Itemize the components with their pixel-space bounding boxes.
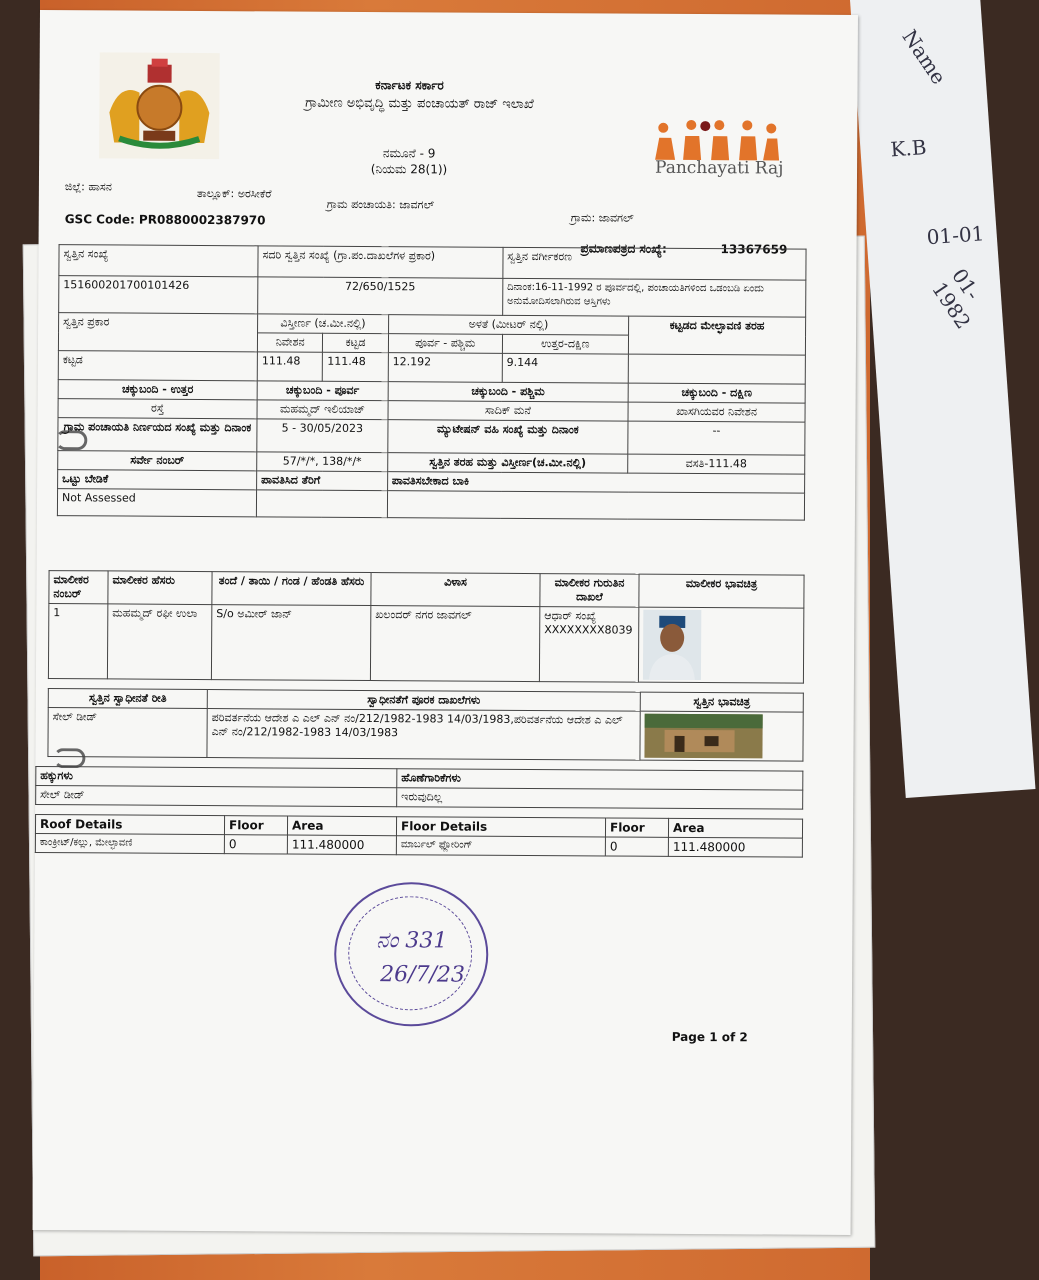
- logo-text: Panchayati Raj: [654, 157, 784, 179]
- photo-header: ಮಾಲೀಕರ ಭಾವಚಿತ್ರ: [639, 574, 804, 608]
- ownership-docs: ಪರಿವರ್ತನೆಯ ಆದೇಶ ಎ ಎಲ್ ಎನ್ ನಂ/212/1982-1983 14/03/1983,ಪರಿವರ್ತನೆಯ ಆದೇಶ ಎ ಎಲ್ ಎನ್ ನಂ/212/1982-1983 14/03/1983: [207, 709, 640, 761]
- stamp-date: 26/7/23: [380, 962, 466, 988]
- class-label: ಸ್ವತ್ತಿನ ವರ್ಗೀಕರಣ: [503, 247, 806, 280]
- taluk: ತಾಲ್ಲೂಕ್: ಅರಸೀಕೆರೆ: [196, 186, 272, 201]
- gram-panchayat: ಗ್ರಾಮ ಪಂಚಾಯತಿ: ಜಾವಗಲ್: [326, 197, 435, 212]
- dept-title: ಗ್ರಾಮೀಣ ಅಭಿವೃದ್ಧಿ ಮತ್ತು ಪಂಚಾಯತ್ ರಾಜ್ ಇಲಾಖೆ: [305, 95, 534, 113]
- village: ಗ್ರಾಮ: ಜಾವಗಲ್: [570, 211, 634, 225]
- property-details-table: [57, 244, 807, 521]
- east-value: ಮಹಮ್ಮದ್ ಇಲಿಯಾಜ್: [257, 400, 388, 420]
- property-photo: [644, 714, 762, 759]
- rights-value: ಸೇಲ್ ಡೀಡ್: [36, 785, 397, 806]
- floor-floor-header: Floor: [605, 818, 668, 837]
- demand-value: Not Assessed: [57, 489, 256, 517]
- side-note-paper: [850, 0, 1035, 798]
- ns-label: ಉತ್ತರ-ದಕ್ಷಿಣ: [502, 334, 628, 354]
- east-label: ಚಕ್ಕುಬಂದಿ - ಪೂರ್ವ: [257, 381, 388, 401]
- owner-id: ಆಧಾರ್ ಸಂಖ್ಯೆ XXXXXXXX8039: [539, 607, 638, 683]
- address-header: ವಿಳಾಸ: [371, 573, 540, 607]
- roof-value: ಕಾಂಕ್ರೀಟ್/ಕಲ್ಲು, ಮೇಲ್ಛಾವಣಿ: [35, 833, 224, 853]
- site-value: 111.48: [257, 352, 323, 381]
- dim-label: ಅಳತೆ (ಮೀಟರ್ ನಲ್ಲಿ): [388, 315, 628, 335]
- mutation-value: --: [628, 421, 805, 455]
- owner-name-header: ಮಾಲೀಕರ ಹೆಸರು: [108, 571, 212, 605]
- id-header: ಮಾಲೀಕರ ಗುರುತಿನ ದಾಖಲೆ: [540, 574, 639, 608]
- roof-type-label: ಕಟ್ಟಡದ ಮೇಲ್ಛಾವಣಿ ತರಹ: [628, 316, 805, 355]
- sadari-no: 72/650/1525: [258, 277, 503, 315]
- west-label: ಚಕ್ಕುಬಂದಿ - ಪಶ್ಚಿಮ: [388, 382, 628, 402]
- side-note-date1: 01-01: [925, 221, 986, 250]
- panchayat-seal-stamp: [334, 882, 489, 1027]
- floor-details-header: Floor Details: [396, 817, 605, 837]
- karnataka-emblem-icon: [99, 52, 220, 159]
- sadari-label: ಸದರಿ ಸ್ವತ್ತಿನ ಸಂಖ್ಯೆ (ಗ್ರಾ.ಪಂ.ದಾಖಲೆಗಳ ಪ್ರಕಾರ): [258, 246, 503, 278]
- roof-floor: 0: [224, 835, 287, 854]
- page-number: Page 1 of 2: [671, 1029, 748, 1045]
- document-sheet: [33, 10, 858, 1235]
- roof-details-header: Roof Details: [35, 814, 224, 834]
- liabilities-label: ಹೊಣೆಗಾರಿಕೆಗಳು: [397, 769, 803, 790]
- floor-area-header: Area: [668, 818, 802, 838]
- liabilities-value: ಇರುವುದಿಲ್ಲ: [397, 788, 803, 809]
- gp-resolution-label: ಗ್ರಾಮ ಪಂಚಾಯತಿ ನಿರ್ಣಯದ ಸಂಖ್ಯೆ ಮತ್ತು ದಿನಾಂಕ: [58, 418, 257, 452]
- floor-value: ಮಾರ್ಬಲ್ ಫ್ಲೋರಿಂಗ್: [396, 836, 605, 856]
- floor-floor: 0: [605, 837, 668, 856]
- side-note-name: Name: [897, 25, 952, 89]
- ownership-method-label: ಸ್ವತ್ತಿನ ಸ್ವಾಧೀನತೆ ರೀತಿ: [48, 689, 207, 709]
- site-label: ನಿವೇಶನ: [257, 333, 323, 352]
- stamp-number: ನಂ 331: [376, 928, 448, 954]
- roof-area: 111.480000: [287, 835, 396, 855]
- gsc-code: GSC Code: PR0880002387970: [64, 212, 266, 228]
- property-photo-label: ಸ್ವತ್ತಿನ ಭಾವಚಿತ್ರ: [640, 692, 803, 712]
- owner-no-header: ಮಾಲೀಕರ ನಂಬರ್: [49, 571, 108, 604]
- built-value: 111.48: [323, 352, 389, 381]
- form-no: ನಮೂನೆ - 9: [382, 146, 436, 161]
- ownership-table: [47, 688, 803, 762]
- property-type-label: ಸ್ವತ್ತಿನ ತರಹ ಮತ್ತು ವಿಸ್ತೀರ್ಣ(ಚ.ಮೀ.ನಲ್ಲಿ): [387, 453, 627, 473]
- owner-name: ಮಹಮ್ಮದ್ ರಫೀ ಉಲಾ: [107, 604, 211, 680]
- type-label: ಸ್ವತ್ತಿನ ಪ್ರಕಾರ: [58, 313, 257, 352]
- north-label: ಚಕ್ಕುಬಂದಿ - ಉತ್ತರ: [58, 380, 257, 400]
- survey-label: ಸರ್ವೇ ನಂಬರ್: [58, 451, 257, 471]
- roof-area-header: Area: [287, 816, 396, 836]
- owner-no: 1: [48, 604, 107, 679]
- owner-relative: S/o ಅಮೀರ್ ಜಾನ್: [211, 605, 370, 681]
- rights-table: [35, 766, 803, 810]
- floor-area: 111.480000: [668, 837, 802, 857]
- mutation-label: ಮ್ಯುಟೇಷನ್ ವಹಿ ಸಂಖ್ಯೆ ಮತ್ತು ದಿನಾಂಕ: [388, 420, 628, 454]
- property-type-value: ವಸತಿ-111.48: [628, 454, 805, 474]
- relative-header: ತಂದೆ / ತಾಯಿ / ಗಂಡ / ಹೆಂಡತಿ ಹೆಸರು: [212, 572, 371, 606]
- cert-no: 13367659: [720, 242, 788, 257]
- ew-value: 12.192: [388, 353, 502, 383]
- south-label: ಚಕ್ಕುಬಂದಿ - ದಕ್ಷಿಣ: [628, 383, 805, 403]
- gov-title: ಕರ್ನಾಟಕ ಸರ್ಕಾರ: [375, 78, 444, 93]
- side-note-date2: 01-1982: [927, 264, 986, 334]
- floor-details-table: [35, 814, 803, 858]
- due-label: ಪಾವತಿಸಬೇಕಾದ ಬಾಕಿ: [387, 472, 804, 494]
- south-value: ಖಾಸಗಿಯವರ ನಿವೇಶನ: [628, 402, 805, 422]
- rights-label: ಹಕ್ಕುಗಳು: [36, 766, 397, 787]
- prop-no-label: ಸ್ವತ್ತಿನ ಸಂಖ್ಯೆ: [59, 245, 258, 277]
- survey-value: 57/*/*, 138/*/*: [257, 452, 388, 472]
- district: ಜಿಲ್ಲೆ: ಹಾಸನ: [64, 180, 112, 194]
- area-label: ವಿಸ್ತೀರ್ಣ (ಚ.ಮೀ.ನಲ್ಲಿ): [258, 314, 389, 334]
- demand-label: ಒಟ್ಟು ಬೇಡಿಕೆ: [58, 470, 257, 490]
- ownership-docs-label: ಸ್ವಾಧೀನತೆಗೆ ಪೂರಕ ದಾಖಲೆಗಳು: [207, 690, 640, 712]
- owner-address: ಖಲಂದರ್ ನಗರ ಜಾವಗಲ್: [370, 606, 539, 682]
- owner-photo: [643, 610, 701, 680]
- built-label: ಕಟ್ಟಡ: [323, 333, 389, 352]
- side-note-kb: K.B: [889, 135, 928, 162]
- ownership-method: ಸೇಲ್ ಡೀಡ್: [48, 708, 207, 758]
- rule-no: (ನಿಯಮ 28(1)): [370, 162, 448, 177]
- paid-tax-label: ಪಾವತಿಸಿದ ತೆರಿಗೆ: [257, 471, 388, 491]
- gp-resolution-value: 5 - 30/05/2023: [257, 419, 388, 453]
- owner-table: [48, 570, 805, 684]
- class-value: ದಿನಾಂಕ:16-11-1992 ರ ಪೂರ್ವದಲ್ಲಿ, ಪಂಚಾಯತಿಗಳಿಂದ ಒಡಂಬಡಿ ಏಂದು ಅನುಮೋದಿಸಲಾಗಿರುವ ಆಸ್ತಿಗಳು: [502, 278, 805, 317]
- prop-no: 151600201700101426: [59, 276, 258, 314]
- ns-value: 9.144: [502, 353, 628, 383]
- cert-label: ಪ್ರಮಾಣಪತ್ರದ ಸಂಖ್ಯೆ:: [580, 241, 667, 256]
- west-value: ಸಾದಿಕ್ ಮನೆ: [388, 401, 628, 421]
- ew-label: ಪೂರ್ವ - ಪಶ್ಚಿಮ: [388, 334, 502, 354]
- roof-floor-header: Floor: [224, 816, 287, 835]
- type-value: ಕಟ್ಟಡ: [58, 351, 257, 381]
- north-value: ರಸ್ತೆ: [58, 399, 257, 419]
